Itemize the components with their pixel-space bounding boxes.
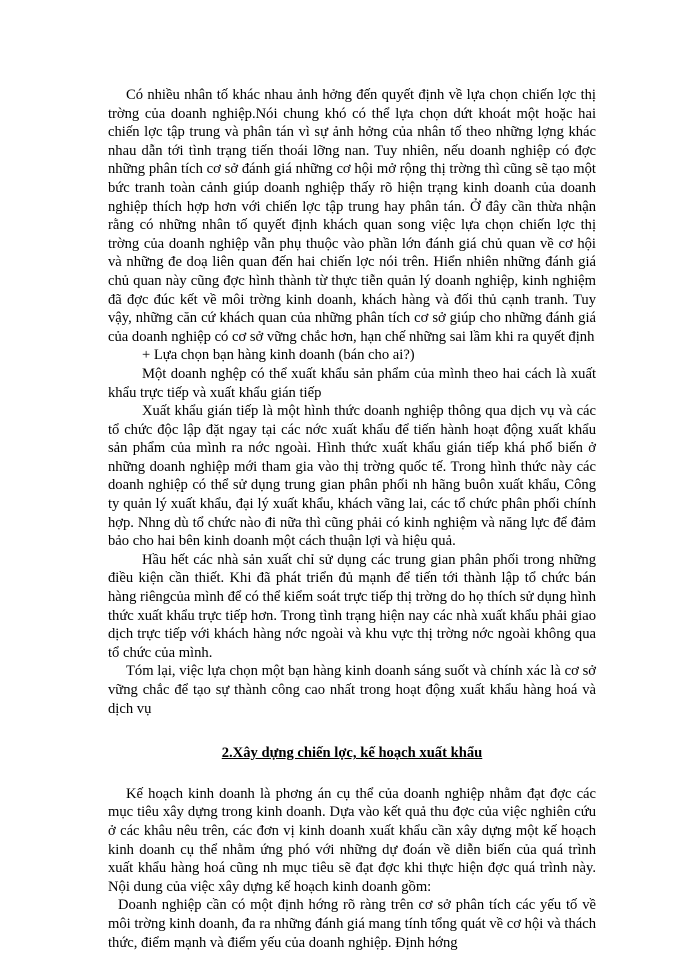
paragraph-export-methods: Một doanh nghệp có thể xuất khẩu sản phẩm của mình theo hai cách là xuất khẩu trực tiếp và xuất khẩu gián tiếp — [108, 365, 596, 401]
section-heading-container — [108, 744, 596, 763]
paragraph-direct-export: Hầu hết các nhà sản xuất chỉ sử dụng các trung gian phân phối trong những điều kiện cần thiết. Khi đã phát triển đủ mạnh để tiến tới thành lập tổ chức bán hàng riêngcủa mình để có thể kiểm soát trực tiếp thị trờng do họ thích sử dụng hình thức xuất khẩu trực tiếp hơn. Trong tình trạng hiện nay các nhà xuất khẩu phải giao dịch trực tiếp với khách hàng nớc ngoài và khu vực thị trờng nớc ngoài không qua tổ chức của mình. — [108, 551, 596, 661]
paragraph-business-plan: Kế hoạch kinh doanh là phơng án cụ thể của doanh nghiệp nhằm đạt đợc các mục tiêu xây dựng trong kinh doanh. Dựa vào kết quả thu đợc của việc nghiên cứu ở các khâu nêu trên, các đơn vị kinh doanh xuất khẩu cần xây dựng một kế hoạch kinh doanh cụ thể nhằm ứng phó với những dự đoán về diễn biến của quá trình xuất khẩu hàng hoá cũng nh mục tiêu sẽ đạt đợc khi thực hiện đợc quá trình này. Nội dung của việc xây dựng kế hoạch kinh doanh gồm: — [108, 785, 596, 895]
paragraph-indirect-export: Xuất khẩu gián tiếp là một hình thức doanh nghiệp thông qua dịch vụ và các tổ chức độc lập đặt ngay tại các nớc xuất khẩu để tiến hành hoạt động xuất khẩu sản phẩm của mình ra nớc ngoài. Hình thức xuất khẩu gián tiếp khá phổ biến ở những doanh nghiệp mới tham gia vào thị trờng quốc tế. Trong hình thức này các doanh nghiệp có thể sử dụng trung gian phân phối nh hãng buôn xuất khẩu, Công ty quản lý xuất khẩu, đại lý xuất khẩu, khách vãng lai, các tổ chức phân phối chính hợp. Nhng dù tổ chức nào đi nữa thì cũng phải có kinh nghiệm và năng lực để đảm bảo cho hai bên kinh doanh một cách thuận lợi và hiệu quả. — [108, 403, 596, 550]
paragraph-strategy-factors: Có nhiều nhân tố khác nhau ảnh hởng đến quyết định về lựa chọn chiến lợc thị trờng của doanh nghiệp.Nói chung khó có thể lựa chọn dứt khoát một hoặc hai chiến lợc tập trung và phân tán vì sự ảnh hởng của nhân tố theo những lợng khác nhau dẫn tới tình trạng tiến thoái lỡng nan. Tuy nhiên, nếu doanh nghiệp có đợc những phân tích cơ sở đánh giá những cơ hội mở rộng thị trờng thì cũng sẽ tạo một bức tranh toàn cảnh giúp doanh nghiệp thấy rõ hiện trạng kinh doanh của doanh nghiệp thích hợp hơn với chiến lợc tập trung hay phân tán. Ở đây cần thừa nhận rằng có những nhân tố quyết định khách quan song việc lựa chọn chiến lợc thị trờng của doanh nghiệp vẫn phụ thuộc vào phần lớn đánh giá chủ quan về cơ hội và những đe doạ liên quan đến hai chiến lợc nói trên. Hiển nhiên những đánh giá chủ quan này cũng đợc hình thành từ thực tiễn quản lý doanh nghiệp, kinh nghiệm đã đợc đúc kết về môi trờng kinh doanh, khách hàng và đối thủ cạnh tranh. Tuy vậy, những căn cứ khách quan của những phân tích cơ sở giúp cho những đánh giá của doanh nghiệp có cơ sở vững chắc hơn, hạn chế những sai lầm khi ra quyết định — [108, 87, 596, 345]
subheading-partner-selection: + Lựa chọn bạn hàng kinh doanh (bán cho ai?) — [142, 347, 415, 364]
document-page — [108, 86, 596, 952]
paragraph-conclusion: Tóm lại, việc lựa chọn một bạn hàng kinh doanh sáng suốt và chính xác là cơ sở vững chắc để tạo sự thành công cao nhất trong hoạt động xuất khẩu hàng hoá và dịch vụ — [108, 663, 596, 717]
section-heading: 2.Xây dựng chiến lợc, kế hoạch xuất khẩu — [221, 745, 483, 762]
paragraph-orientation: Doanh nghiệp cần có một định hớng rõ ràng trên cơ sở phân tích các yếu tố về môi trờng kinh doanh, đa ra những đánh giá mang tính tổng quát về cơ hội và thách thức, điểm mạnh và điểm yếu của doanh nghiệp. Định hớng — [108, 897, 596, 951]
